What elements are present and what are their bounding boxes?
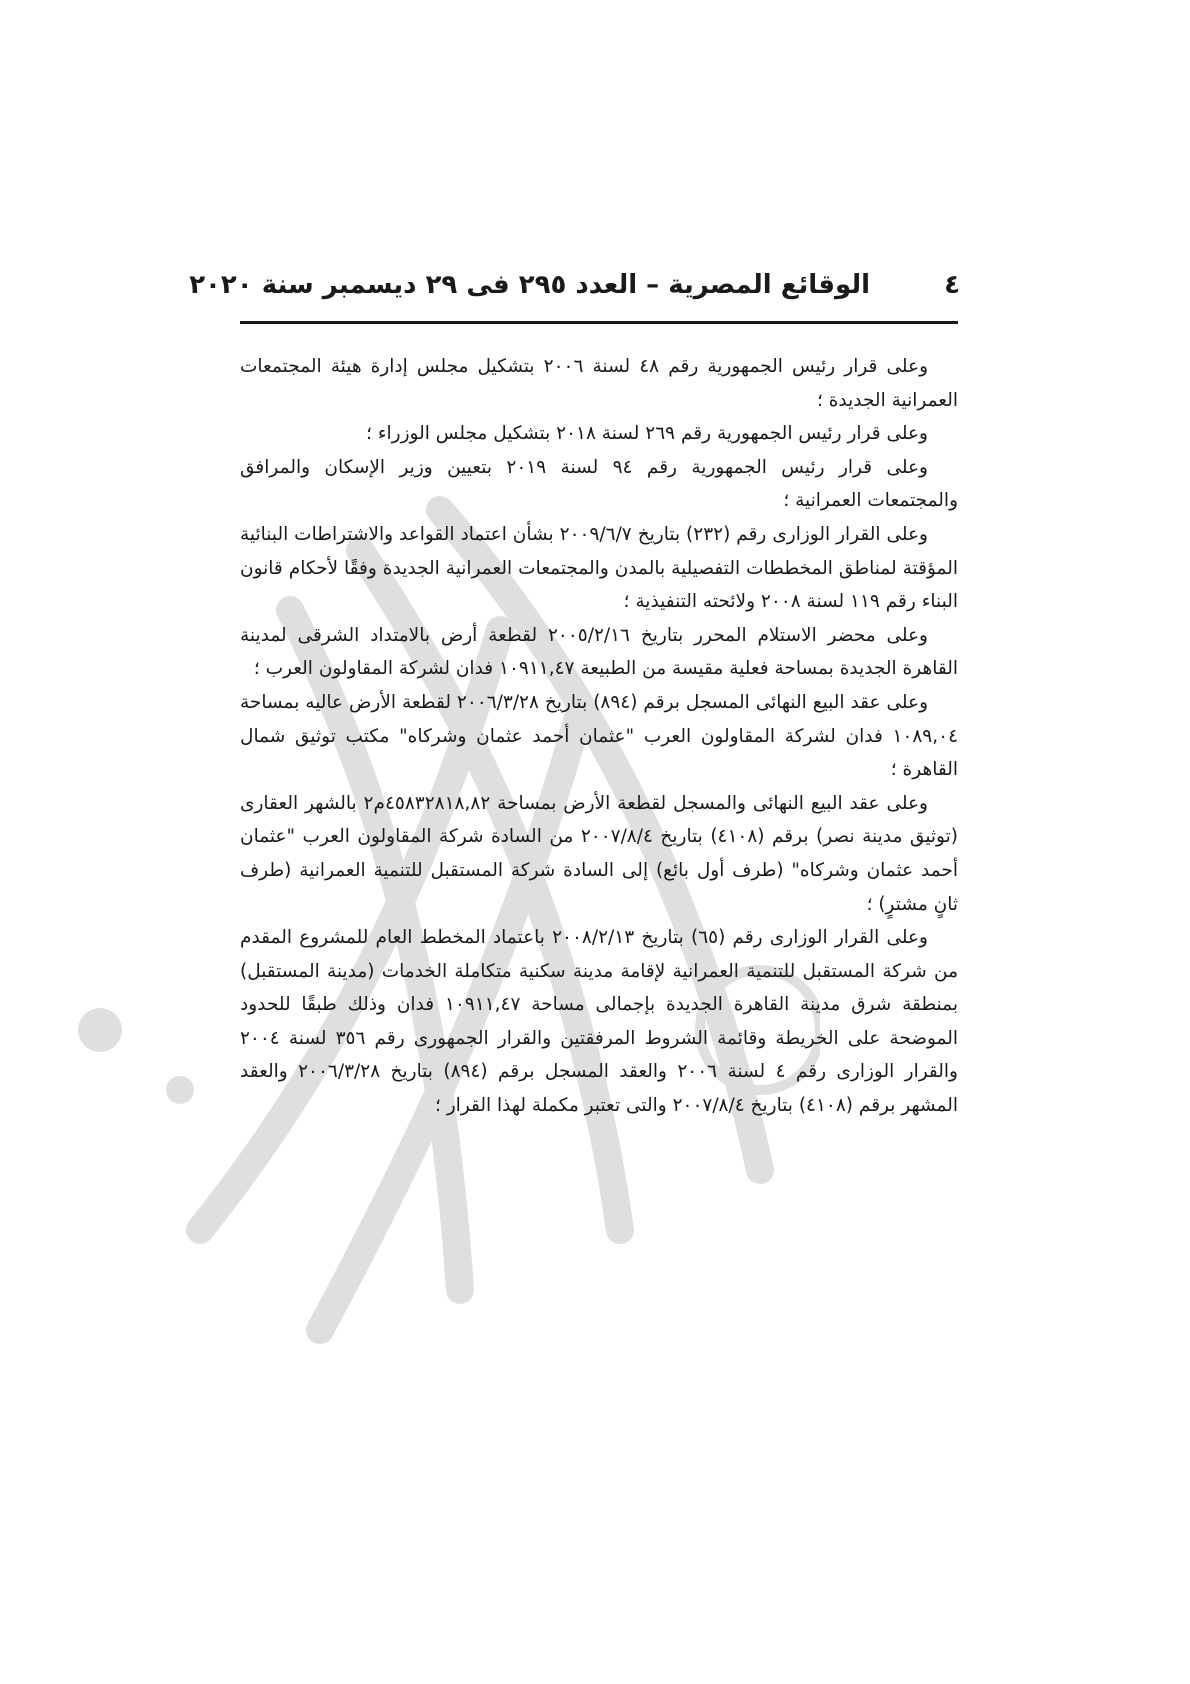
paragraph: وعلى القرار الوزارى رقم (٢٣٢) بتاريخ ٢٠٠٩/٦/٧ بشأن اعتماد القواعد والاشتراطات البنائية المؤقتة لمناطق المخططات التفصيلية بالمدن والمجتمعات العمرانية الجديدة وفقًا لأحكام قانون البناء رقم ١١٩ لسنة ٢٠٠٨ ولائحته التنفيذية ؛ xyxy=(240,523,958,613)
paragraph: وعلى محضر الاستلام المحرر بتاريخ ٢٠٠٥/٢/١٦ لقطعة أرض بالامتداد الشرقى لمدينة القاهرة الجديدة بمساحة فعلية مقيسة من الطبيعة ١٠٩١١,٤٧ فدان لشركة المقاولون العرب ؛ xyxy=(240,624,958,680)
paragraph: وعلى عقد البيع النهائى والمسجل لقطعة الأرض بمساحة ٤٥٨٣٢٨١٨,٨٢م٢ بالشهر العقارى (توثيق مدينة نصر) برقم (٤١٠٨) بتاريخ ٢٠٠٧/٨/٤ من السادة شركة المقاولون العرب "عثمان أحمد عثمان وشركاه" (طرف أول بائع) إلى السادة شركة المستقبل للتنمية العمرانية (طرف ثانٍ مشترٍ) ؛ xyxy=(240,792,958,915)
paragraph: وعلى القرار الوزارى رقم (٦٥) بتاريخ ٢٠٠٨/٢/١٣ باعتماد المخطط العام للمشروع المقدم من شركة المستقبل للتنمية العمرانية لإقامة مدينة سكنية متكاملة الخدمات (مدينة المستقبل) بمنطقة شرق مدينة القاهرة الجديدة بإجمالى مساحة ١٠٩١١,٤٧ فدان وذلك طبقًا للحدود الموضحة على الخريطة وقائمة الشروط المرفقتين والقرار الجمهورى رقم ٣٥٦ لسنة ٢٠٠٤ والقرار الوزارى رقم ٤ لسنة ٢٠٠٦ والعقد المسجل برقم (٨٩٤) بتاريخ ٢٠٠٦/٣/٢٨ والعقد المشهر برقم (٤١٠٨) بتاريخ ٢٠٠٧/٨/٤ والتى تعتبر مكملة لهذا القرار ؛ xyxy=(240,927,958,1117)
page-title: الوقائع المصرية – العدد ٢٩٥ فى ٢٩ ديسمبر سنة ٢٠٢٠ xyxy=(189,270,870,300)
paragraph: وعلى قرار رئيس الجمهورية رقم ٩٤ لسنة ٢٠١٩ بتعيين وزير الإسكان والمرافق والمجتمعات العمرانية ؛ xyxy=(240,456,958,512)
paragraph: وعلى عقد البيع النهائى المسجل برقم (٨٩٤) بتاريخ ٢٠٠٦/٣/٢٨ لقطعة الأرض عاليه بمساحة ١٠٨٩,٠٤ فدان لشركة المقاولون العرب "عثمان أحمد عثمان وشركاه" مكتب توثيق شمال القاهرة ؛ xyxy=(240,691,958,781)
page-number: ٤ xyxy=(944,270,960,300)
paragraph: وعلى قرار رئيس الجمهورية رقم ٤٨ لسنة ٢٠٠٦ بتشكيل مجلس إدارة هيئة المجتمعات العمرانية الجديدة ؛ xyxy=(240,356,958,411)
header-divider xyxy=(240,321,958,324)
document-body xyxy=(240,350,958,1123)
paragraph: وعلى قرار رئيس الجمهورية رقم ٢٦٩ لسنة ٢٠١٨ بتشكيل مجلس الوزراء ؛ xyxy=(366,423,928,445)
page-header xyxy=(189,270,960,310)
